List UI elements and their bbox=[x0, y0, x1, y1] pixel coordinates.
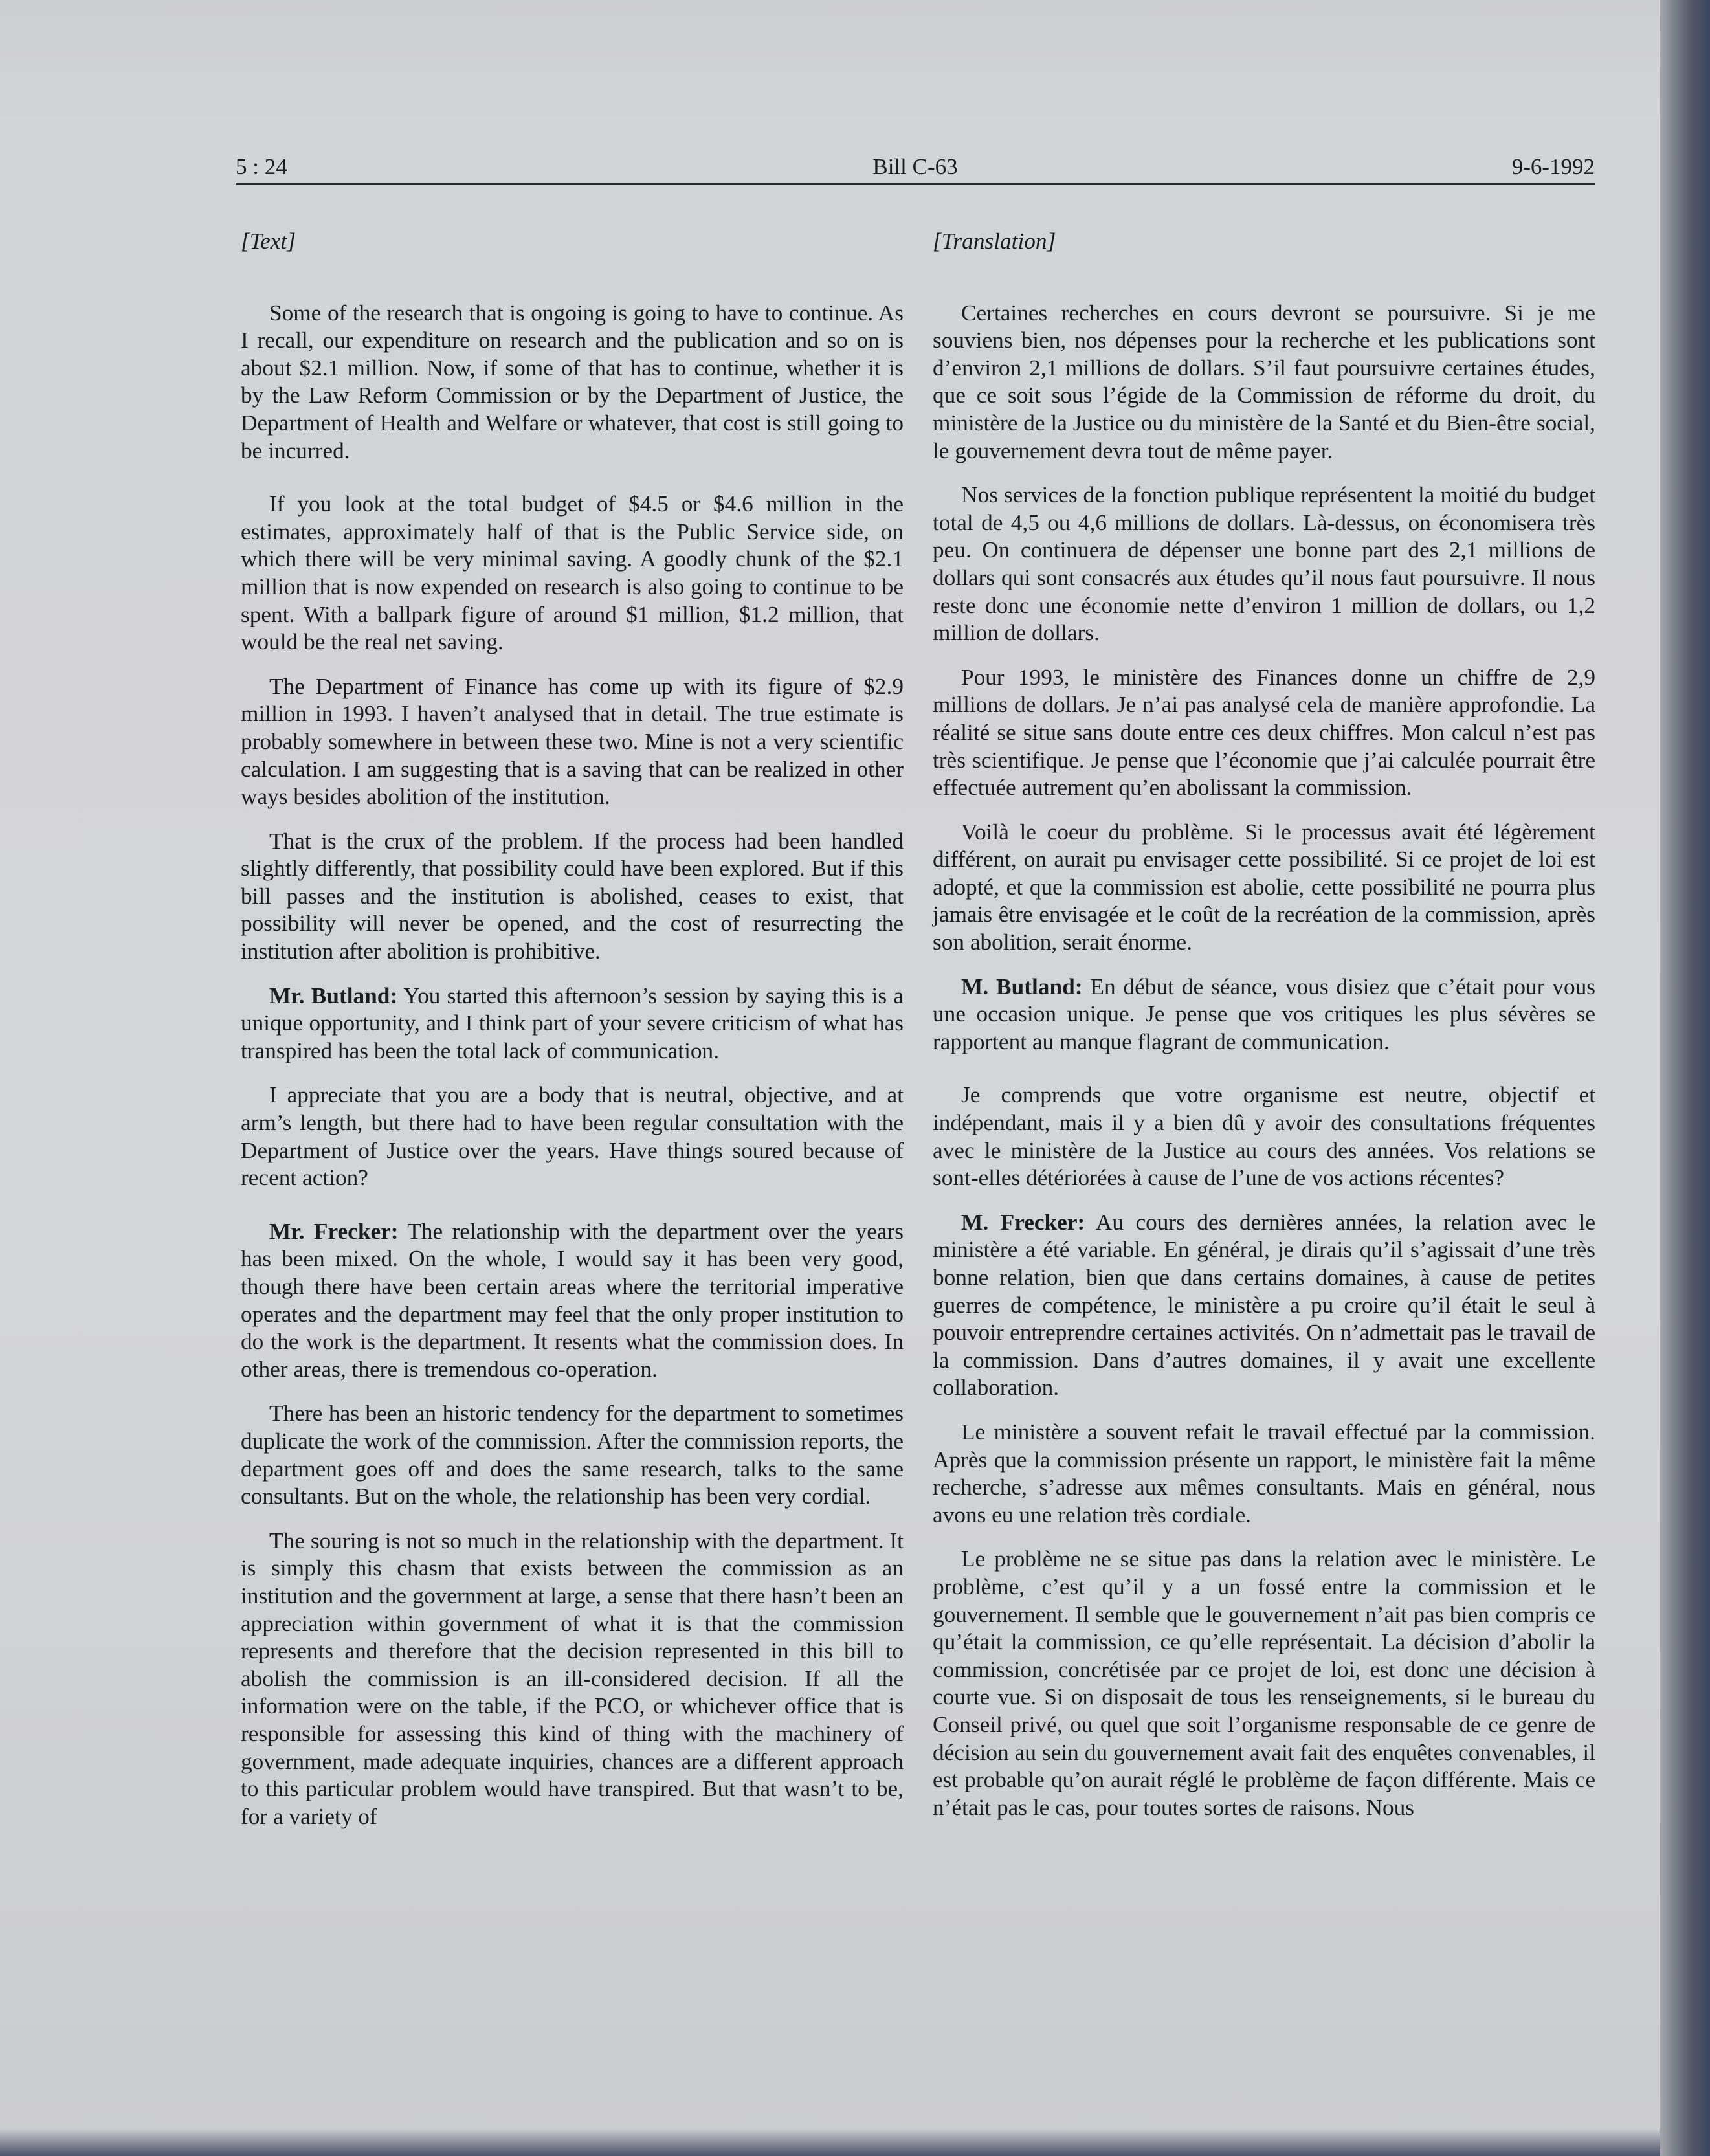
paragraph: Nos services de la fonction publique représentent la moitié du budget total de 4,5 ou 4,6 millions de dollars. Là-dessus, on économisera très peu. On continuera de dépenser une bonne part des 2,1 millions de dollars qui sont consacrés aux études qu’il nous faut poursuivre. Il nous reste donc une économie nette d’environ 1 million de dollars, ou 1,2 million de dollars. bbox=[933, 482, 1595, 646]
document-title: Bill C-63 bbox=[872, 154, 958, 179]
paragraph: I appreciate that you are a body that is neutral, objective, and at arm’s length, but there had to have been regular consultation with the Department of Justice over the years. Have things soured because of recent action? bbox=[241, 1082, 904, 1191]
speaker-paragraph: M. Butland: En début de séance, vous disiez que c’était pour vous une occasion unique. Je pense que vos critiques les plus sévères se rapportent au manque flagrant de communication. bbox=[933, 973, 1595, 1054]
paragraph: Je comprends que votre organisme est neutre, objectif et indépendant, mais il y a bien dû y avoir des consultations fréquentes avec le ministère de la Justice au cours des années. Vos relations se sont-elles détériorées à cause de l’une de vos actions récentes? bbox=[933, 1082, 1595, 1191]
column-label: [Text] bbox=[241, 228, 296, 254]
paragraph: Certaines recherches en cours devront se poursuivre. Si je me souviens bien, nos dépenses pour la recherche et les publications sont d’environ 2,1 millions de dollars. S’il faut poursuivre certaines études, que ce soit sous l’égide de la Commission de réforme du droit, du ministère de la Justice ou du ministère de la Santé et du Bien-être social, le gouvernement devra tout de même payer. bbox=[933, 300, 1595, 463]
paragraph: Pour 1993, le ministère des Finances donne un chiffre de 2,9 millions de dollars. Je n’ai pas analysé cela de manière approfondie. La réalité se situe sans doute entre ces deux chiffres. Mon calcul n’est pas très scientifique. Je pense que l’économie que j’ai calculée pourrait être effectuée autrement qu’en abolissant la commission. bbox=[933, 664, 1595, 801]
speaker-paragraph: M. Frecker: Au cours des dernières années, la relation avec le ministère a été variable. En général, je dirais qu’il s’agissait d’une très bonne relation, bien que dans certains domaines, à cause de petites guerres de compétence, le ministère a pu croire qu’il était le seul à pouvoir entreprendre certaines activités. On n’admettait pas le travail de la commission. Dans d’autres domaines, il y avait une excellente collaboration. bbox=[933, 1209, 1595, 1401]
column-label-text: Translation bbox=[941, 228, 1047, 254]
running-header bbox=[236, 149, 1595, 185]
speaker-name: M. Butland: bbox=[961, 973, 1083, 999]
paragraph: Le ministère a souvent refait le travail effectué par la commission. Après que la commission présente un rapport, le ministère fait la même recherche, s’adresse aux mêmes consultants. Mais en général, nous avons eu une relation très cordiale. bbox=[933, 1419, 1595, 1528]
page-bottom-edge bbox=[0, 2129, 1660, 2156]
speaker-paragraph: Mr. Frecker: The relationship with the department over the years has been mixed. On the whole, I would say it has been very good, though there have been certain areas where the territorial imperative operates and the department may feel that the only proper institution to do the work is the department. It resents what the commission does. In other areas, there is tremendous co-operation. bbox=[241, 1218, 904, 1382]
column-label-text: Text bbox=[249, 228, 287, 254]
speaker-name: Mr. Butland: bbox=[269, 983, 398, 1008]
english-column bbox=[241, 228, 904, 1847]
page-number: 5 : 24 bbox=[236, 154, 287, 179]
book-binding-edge bbox=[1660, 0, 1710, 2156]
speaker-name: M. Frecker: bbox=[961, 1209, 1085, 1235]
sitting-date: 9-6-1992 bbox=[1511, 154, 1595, 179]
paragraph: Some of the research that is ongoing is going to have to continue. As I recall, our expenditure on research and the publication and so on is about $2.1 million. Now, if some of that has to continue, whether it is by the Law Reform Commission or by the Department of Justice, the Department of Health and Welfare or whatever, that cost is still going to be incurred. bbox=[241, 300, 904, 463]
paragraph: There has been an historic tendency for the department to sometimes duplicate the work of the commission. After the commission reports, the department goes off and does the same research, talks to the same consultants. But on the whole, the relationship has been very cordial. bbox=[241, 1401, 904, 1509]
column-label: [Translation] bbox=[933, 228, 1056, 254]
header-rule bbox=[236, 183, 1595, 185]
french-column bbox=[933, 228, 1595, 1838]
speaker-paragraph: Mr. Butland: You started this afternoon’s session by saying this is a unique opportunity, and I think part of your severe criticism of what has transpired has been the total lack of communication. bbox=[241, 983, 904, 1063]
speaker-name: Mr. Frecker: bbox=[269, 1218, 399, 1244]
paragraph: That is the crux of the problem. If the process had been handled slightly differently, that possibility could have been explored. But if this bill passes and the institution is abolished, ceases to exist, that possibility will never be opened, and the cost of resurrecting the institution after abolition is prohibitive. bbox=[241, 828, 904, 964]
paragraph: If you look at the total budget of $4.5 or $4.6 million in the estimates, approximately half of that is the Public Service side, on which there will be very minimal saving. A goodly chunk of the $2.1 million that is now expended on research is also going to continue to be spent. With a ballpark figure of around $1 million, $1.2 million, that would be the real net saving. bbox=[241, 491, 904, 655]
paragraph: Voilà le coeur du problème. Si le processus avait été légèrement différent, on aurait pu envisager cette possibilité. Si ce projet de loi est adopté, et que la commission est abolie, cette possibilité ne pourra plus jamais être envisagée et le coût de la recréation de la commission, après son abolition, serait énorme. bbox=[933, 819, 1595, 955]
paragraph: Le problème ne se situe pas dans la relation avec le ministère. Le problème, c’est qu’il y a un fossé entre la commission et le gouvernement. Il semble que le gouvernement n’ait pas bien compris ce qu’était la commission, ce qu’elle représentait. La décision d’abolir la commission, concrétisée par ce projet de loi, est donc une décision à courte vue. Si on disposait de tous les renseignements, si le bureau du Conseil privé, ou quel que soit l’organisme responsable de ce genre de décision au sein du gouvernement avait fait des enquêtes convenables, il est probable qu’on aurait réglé le problème de façon différente. Mais ce n’était pas le cas, pour toutes sortes de raisons. Nous bbox=[933, 1546, 1595, 1820]
paragraph: The Department of Finance has come up with its figure of $2.9 million in 1993. I haven’t analysed that in detail. The true estimate is probably somewhere in between these two. Mine is not a very scientific calculation. I am suggesting that is a saving that can be realized in other ways besides abolition of the institution. bbox=[241, 673, 904, 810]
paragraph: The souring is not so much in the relationship with the department. It is simply this chasm that exists between the commission as an institution and the government at large, a sense that there hasn’t been an appreciation within government of what it is that the commission represents and therefore that the decision represented in this bill to abolish the commission is an ill-considered decision. If all the information were on the table, if the PCO, or whichever office that is responsible for assessing this kind of thing with the machinery of government, made adequate inquiries, chances are a different approach to this particular problem would have transpired. But that wasn’t to be, for a variety of bbox=[241, 1528, 904, 1829]
